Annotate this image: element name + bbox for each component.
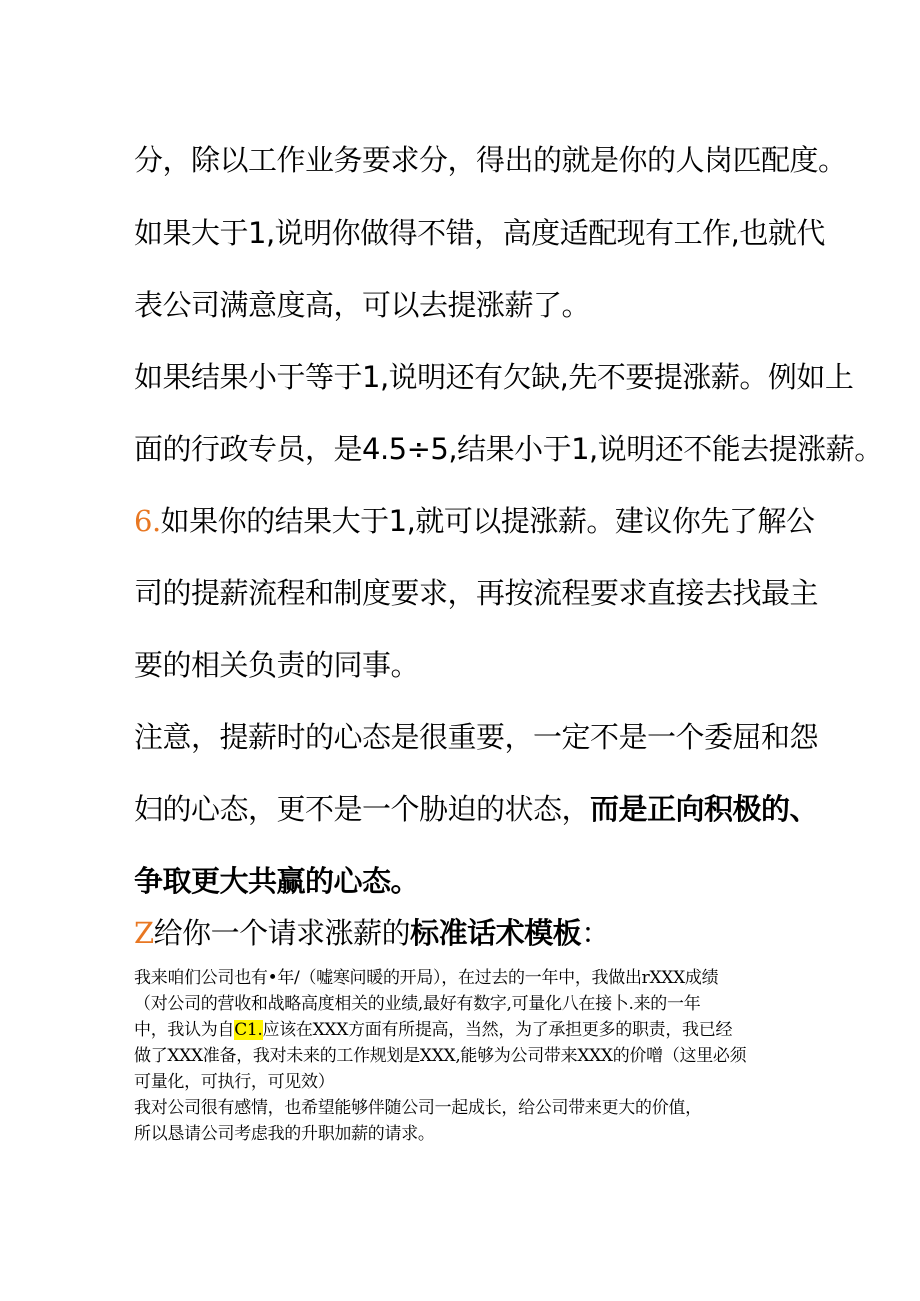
- paragraph-line-2: 如果大于1,说明你做得不错，高度适配现有工作,也就代: [134, 216, 825, 250]
- speech-template-block: [134, 965, 794, 1147]
- template-line-7: 所以恳请公司考虑我的升职加薪的请求。: [134, 1124, 435, 1144]
- paragraph-line-7: 司的提薪流程和制度要求，再按流程要求直接去找最主: [134, 576, 819, 610]
- template-heading: [134, 913, 610, 953]
- template-line-3-a: 中，我认为自: [134, 1020, 235, 1040]
- paragraph-line-3: 表公司满意度高，可以去提涨薪了。: [134, 288, 591, 322]
- highlighted-text: C1.: [234, 1020, 263, 1040]
- paragraph-line-6: [134, 501, 814, 541]
- template-line-2: （对公司的营收和战略高度相关的业绩,最好有数字,可量化八在接卜.来的一年: [134, 994, 701, 1014]
- template-line-5: 可量化，可执行，可见效）: [134, 1072, 335, 1092]
- paragraph-line-1: 分，除以工作业务要求分，得出的就是你的人岗匹配度。: [134, 143, 847, 177]
- paragraph-line-10-bold: 而是正向积极的、: [590, 792, 819, 826]
- paragraph-line-5: 面的行政专员，是4.5÷5,结果小于1,说明还不能去提涨薪。: [134, 432, 883, 466]
- heading-bold: 标准话术模板: [410, 916, 582, 950]
- paragraph-line-11: 争取更大共赢的心态。: [134, 864, 420, 898]
- template-line-3: [134, 1017, 794, 1043]
- template-line-4: 做了XXX准备，我对未来的工作规划是XXX,能够为公司带来XXX的价噌（这里必须: [134, 1046, 747, 1066]
- template-line-3-b: 应该在XXX方面有所提高，当然，为了承担更多的职责，我已经: [262, 1020, 733, 1040]
- paragraph-line-10-normal: 妇的心态，更不是一个胁迫的状态，: [134, 792, 591, 826]
- paragraph-line-8: 要的相关负责的同事。: [134, 648, 420, 682]
- template-line-6: 我对公司很有感情，也希望能够伴随公司一起成长，给公司带来更大的价值，: [134, 1098, 702, 1118]
- heading-normal: 给你一个请求涨薪的: [153, 916, 411, 950]
- paragraph-line-9: 注意，提薪时的心态是很重要，一定不是一个委屈和怨: [134, 720, 819, 754]
- heading-letter: Z: [134, 916, 154, 950]
- template-line-1: 我来咱们公司也有•年/（嘘寒问暖的开局），在过去的一年中，我做出rXXX成绩: [134, 968, 719, 988]
- paragraph-line-6-text: 如果你的结果大于1,就可以提涨薪。建议你先了解公: [160, 504, 815, 538]
- paragraph-line-10: [134, 789, 818, 829]
- paragraph-line-4: 如果结果小于等于1,说明还有欠缺,先不要提涨薪。例如上: [134, 360, 854, 394]
- heading-end: ：: [581, 916, 610, 950]
- list-number: 6.: [134, 504, 161, 538]
